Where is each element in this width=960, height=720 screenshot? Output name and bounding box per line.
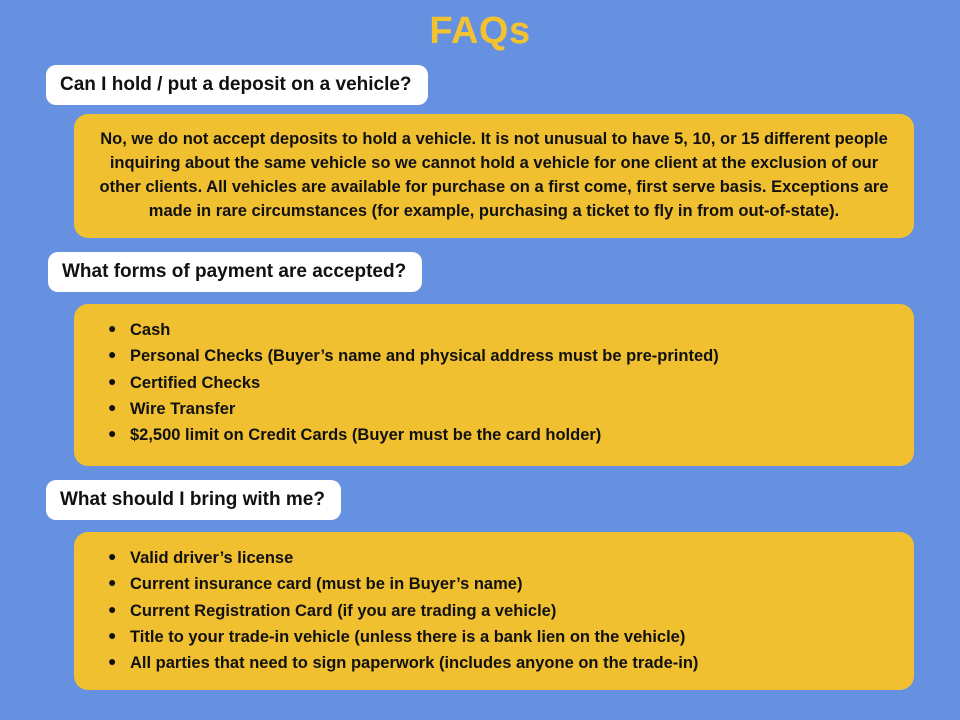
- bullet-icon: ●: [108, 653, 117, 670]
- bullet-icon: ●: [108, 425, 117, 442]
- list-item-label: Cash: [130, 320, 171, 339]
- bullet-icon: ●: [108, 372, 117, 389]
- list-item: [92, 318, 896, 342]
- list-item-label: Valid driver’s license: [130, 548, 294, 567]
- bullet-icon: ●: [108, 398, 117, 415]
- faq-question-2: What forms of payment are accepted?: [48, 252, 422, 292]
- list-item: [92, 371, 896, 395]
- list-item-label: Wire Transfer: [130, 399, 236, 418]
- bullet-icon: ●: [108, 600, 117, 617]
- faq-question-3: What should I bring with me?: [46, 480, 341, 520]
- list-item-label: Title to your trade-in vehicle (unless there is a bank lien on the vehicle): [130, 627, 686, 646]
- page-title: FAQs: [429, 10, 531, 52]
- bullet-icon: ●: [108, 346, 117, 363]
- faq-answer-3: [74, 532, 914, 690]
- list-item-label: Current Registration Card (if you are trading a vehicle): [130, 601, 557, 620]
- list-item: [92, 397, 896, 421]
- list-item: [92, 423, 896, 447]
- list-item: [92, 625, 896, 649]
- list-item-label: Certified Checks: [130, 373, 261, 392]
- list-item: [92, 599, 896, 623]
- list-item: [92, 572, 896, 596]
- bullet-icon: ●: [108, 574, 117, 591]
- list-item: [92, 344, 896, 368]
- bullet-icon: ●: [108, 319, 117, 336]
- list-item: [92, 651, 896, 675]
- bullet-icon: ●: [108, 547, 117, 564]
- bullet-icon: ●: [108, 626, 117, 643]
- list-item: [92, 546, 896, 570]
- payment-list: [92, 318, 896, 448]
- list-item-label: Current insurance card (must be in Buyer’s name): [130, 575, 523, 594]
- faq-question-1: Can I hold / put a deposit on a vehicle?: [46, 65, 428, 105]
- list-item-label: Personal Checks (Buyer’s name and physical address must be pre-printed): [130, 347, 719, 366]
- bring-list: [92, 546, 896, 676]
- faq-answer-2: [74, 304, 914, 466]
- list-item-label: $2,500 limit on Credit Cards (Buyer must be the card holder): [130, 426, 602, 445]
- list-item-label: All parties that need to sign paperwork (includes anyone on the trade-in): [130, 654, 699, 673]
- faq-answer-1: No, we do not accept deposits to hold a vehicle. It is not unusual to have 5, 10, or 15 different people inquiring about the same vehicle so we cannot hold a vehicle for one client at the exclusion of our other clients. All vehicles are available for purchase on a first come, first serve basis. Exceptions are made in rare circumstances (for example, purchasing a ticket to fly in from out-of-state).: [74, 114, 914, 238]
